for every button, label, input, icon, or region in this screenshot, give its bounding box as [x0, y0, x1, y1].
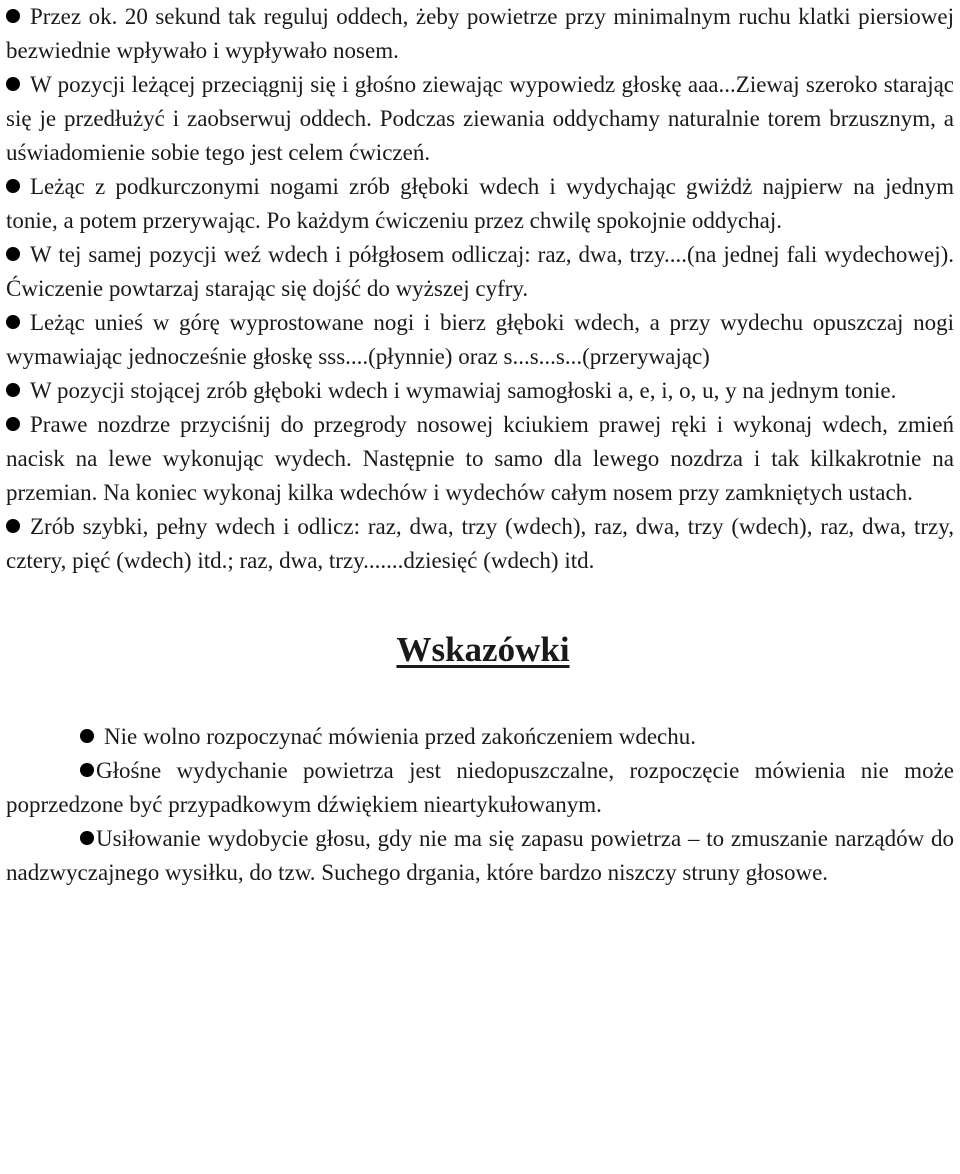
tip-item: Głośne wydychanie powietrza jest niedopuszczalne, rozpoczęcie mówienia nie może poprzedzone być przypadkowym dźwiękiem nieartykułowanym. — [6, 758, 954, 817]
tip-item: Usiłowanie wydobycie głosu, gdy nie ma się zapasu powietrza – to zmuszanie narządów do nadzwyczajnego wysiłku, do tzw. Suchego drgania, które bardzo niszczy struny głosowe. — [6, 826, 954, 885]
bullet-icon — [6, 417, 20, 431]
tip-item: Nie wolno rozpoczynać mówienia przed zakończeniem wdechu. — [6, 720, 954, 754]
exercise-item: Leżąc z podkurczonymi nogami zrób głęboki wdech i wydychając gwiżdż najpierw na jednym tonie, a potem przerywając. Po każdym ćwiczeniu przez chwilę spokojnie oddychaj. — [6, 174, 954, 233]
exercise-item: Leżąc unieś w górę wyprostowane nogi i bierz głęboki wdech, a przy wydechu opuszczaj nogi wymawiając jednocześnie głoskę sss....(płynnie) oraz s...s...s...(przerywając) — [6, 310, 954, 369]
bullet-icon — [6, 315, 20, 329]
bullet-icon — [6, 247, 20, 261]
heading-section — [6, 578, 954, 720]
exercise-item: W pozycji stojącej zrób głęboki wdech i wymawiaj samogłoski a, e, i, o, u, y na jednym tonie. — [6, 374, 954, 408]
exercise-item: Przez ok. 20 sekund tak reguluj oddech, żeby powietrze przy minimalnym ruchu klatki piersiowej bezwiednie wpływało i wypływało nosem. — [6, 4, 954, 63]
bullet-icon — [6, 519, 20, 533]
exercise-item: Prawe nozdrze przyciśnij do przegrody nosowej kciukiem prawej ręki i wykonaj wdech, zmień nacisk na lewe wykonując wydech. Następnie to samo dla lewego nozdrza i tak kilkakrotnie na przemian. Na koniec wykonaj kilka wdechów i wydechów całym nosem przy zamkniętych ustach. — [6, 412, 954, 505]
bullet-icon — [6, 383, 20, 397]
exercise-item: Zrób szybki, pełny wdech i odlicz: raz, dwa, trzy (wdech), raz, dwa, trzy (wdech), raz, dwa, trzy, cztery, pięć (wdech) itd.; raz, dwa, trzy.......dziesięć (wdech) itd. — [6, 514, 954, 573]
document-page — [6, 0, 954, 890]
bullet-icon — [6, 9, 20, 23]
section-heading: Wskazówki — [396, 630, 570, 669]
bullet-icon — [80, 831, 94, 845]
exercise-list — [6, 0, 954, 578]
exercise-item: W pozycji leżącej przeciągnij się i głośno ziewając wypowiedz głoskę aaa...Ziewaj szeroko starając się je przedłużyć i zaobserwuj oddech. Podczas ziewania oddychamy naturalnie torem brzusznym, a uświadomienie sobie tego jest celem ćwiczeń. — [6, 72, 954, 165]
bullet-icon — [6, 77, 20, 91]
bullet-icon — [80, 763, 94, 777]
tips-list — [6, 720, 954, 890]
exercise-item: W tej samej pozycji weź wdech i półgłosem odliczaj: raz, dwa, trzy....(na jednej fali wydechowej). Ćwiczenie powtarzaj starając się dojść do wyższej cyfry. — [6, 242, 954, 301]
bullet-icon — [80, 729, 94, 743]
bullet-icon — [6, 179, 20, 193]
